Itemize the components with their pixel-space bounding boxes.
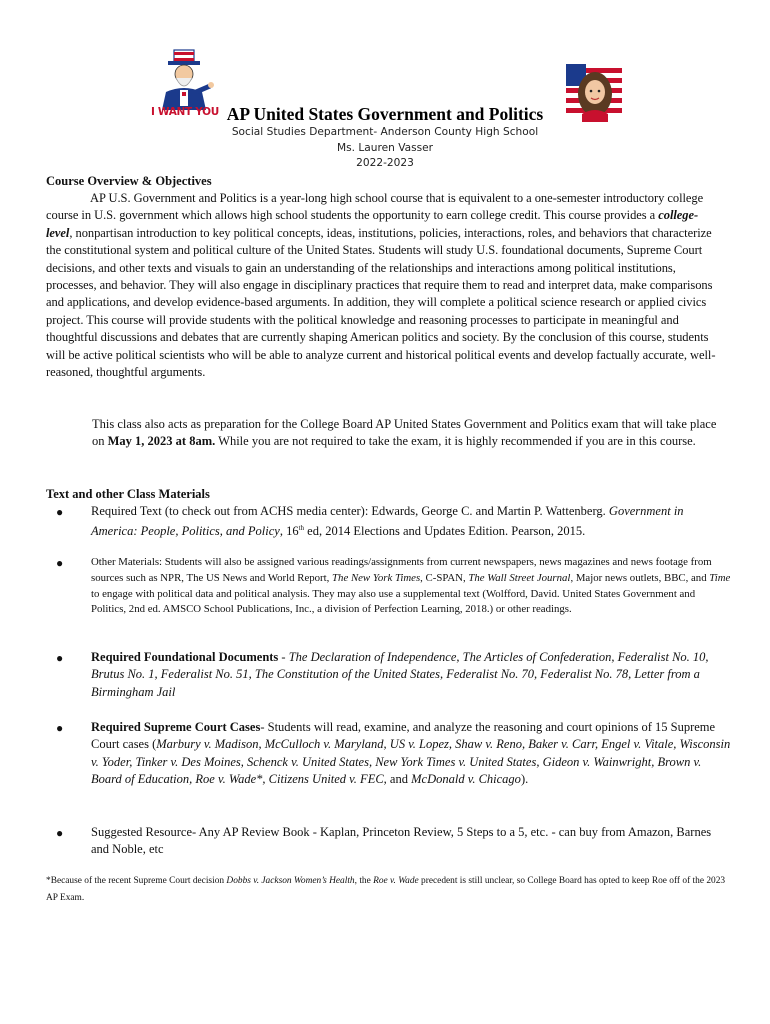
- footnote: [46, 873, 726, 907]
- cases-label: Required Supreme Court Cases: [91, 720, 261, 734]
- uncle-sam-caption: I WANT YOU: [150, 106, 220, 118]
- list-item-suggested-resource: Suggested Resource- Any AP Review Book - Kaplan, Princeton Review, 5 Steps to a 5, etc. - can buy from Amazon, Barnes and Noble, etc: [91, 825, 712, 857]
- cases-and: and: [386, 772, 412, 787]
- other-wsj: The Wall Street Journal: [468, 571, 571, 584]
- footnote-text-c: precedent is still unclear, so College Board has opted to keep Roe off of the 2023 AP Exam.: [46, 876, 726, 903]
- exam-paragraph: [92, 416, 722, 451]
- cases-last: McDonald v. Chicago: [411, 772, 521, 787]
- bullet-marker: ●: [56, 505, 64, 519]
- other-text-a: Other Materials: Students will also be assigned various readings/assignments from current newspapers, news magazines and news footage from sources such as NPR, The US News and World Report,: [91, 556, 712, 584]
- bullet-marker: ●: [56, 556, 64, 570]
- other-text-c: , Major news outlets, BBC, and: [570, 571, 710, 584]
- bullet-marker: ●: [56, 651, 64, 665]
- list-item-required-text: [91, 503, 731, 541]
- list-item-other-materials: [91, 555, 731, 618]
- list-item-foundational-documents: [91, 649, 731, 701]
- req-text-title: Government in America: People, Politics, and Policy: [91, 504, 684, 539]
- page-title: AP United States Government and Politics: [226, 104, 544, 124]
- overview-paragraph: [46, 190, 722, 381]
- req-text-b: , 16: [279, 524, 299, 539]
- cases-list: Marbury v. Madison, McCulloch v. Maryland, US v. Lopez, Shaw v. Reno, Baker v. Carr, Engel v. Vitale, Wisconsin v. Yoder, Tinker v. Des Moines, Schenck v. United States, New York Times v. United States, Gideon v. Wainwright, Brown v. Board of Education, Roe v. Wade*, Citizens United v. FEC,: [91, 737, 731, 787]
- other-text-b: , C-SPAN,: [420, 571, 469, 584]
- cases-text-a: - Students will read, examine, and analyze the reasoning and court opinions of 15 Supreme Court cases (: [91, 720, 716, 752]
- footnote-case-dobbs: Dobbs v. Jackson Women’s Health: [226, 876, 355, 886]
- req-text-c: ed, 2014 Elections and Updates Edition. Pearson, 2015.: [304, 524, 586, 539]
- exam-text-a: This class also acts as preparation for the College Board AP United States Government and Politics exam that will take place on: [92, 417, 717, 449]
- other-time: Time: [709, 571, 731, 584]
- footnote-text-b: , the: [354, 876, 374, 886]
- bullet-marker: ●: [56, 826, 64, 840]
- footnote-case-roe: Roe v. Wade: [373, 876, 419, 886]
- exam-text-b: While you are not required to take the exam, it is highly recommended if you are in this course.: [215, 434, 696, 449]
- overview-heading: Course Overview & Objectives: [46, 174, 212, 188]
- department-line: Social Studies Department- Anderson County High School: [231, 126, 539, 138]
- req-text-a: Required Text (to check out from ACHS media center): Edwards, George C. and Martin P. Wattenberg.: [91, 504, 606, 518]
- materials-heading: Text and other Class Materials: [46, 487, 210, 501]
- footnote-text-a: *Because of the recent Supreme Court decision: [46, 876, 227, 886]
- cases-end: ).: [520, 772, 529, 787]
- other-text-d: to engage with political data and political analysis. They may also use a supplemental text (Wolfford, David. United States Government and Politics, 2nd ed. AMSCO School Publications, Inc., a division of Perfection Learning, 2018.) or other readings.: [91, 587, 696, 616]
- exam-date: May 1, 2023 at 8am.: [107, 434, 216, 449]
- docs-list: The Declaration of Independence, The Articles of Confederation, Federalist No. 10, Brutus No. 1, Federalist No. 51, The Constitution of the United States, Federalist No. 70, Federalist No. 78, Letter from a Birmingham Jail: [91, 650, 709, 699]
- year-line: 2022-2023: [356, 157, 414, 169]
- docs-dash: -: [278, 650, 289, 664]
- other-nyt: The New York Times: [332, 571, 421, 584]
- overview-text-a: AP U.S. Government and Politics is a year-long high school course that is equivalent to a one-semester introductory college course in U.S. government which allows high school students the opportunity to earn college credit. This course provides a: [46, 191, 704, 223]
- docs-label: Required Foundational Documents: [91, 650, 279, 664]
- bullet-marker: ●: [56, 721, 64, 735]
- list-item-supreme-court-cases: [91, 719, 731, 789]
- teacher-line: Ms. Lauren Vasser: [336, 142, 434, 154]
- req-text-sup: th: [298, 524, 305, 533]
- overview-college-level: college-level: [46, 208, 699, 240]
- overview-text-b: , nonpartisan introduction to key political concepts, ideas, institutions, policies, interactions, roles, and behaviors that characterize the constitutional system and political culture of the United States. Students will study U.S. foundational documents, Supreme Court decisions, and other texts and visuals to gain an understanding of the relationships and interactions among political institutions, processes, and behavior. They will also engage in disciplinary practices that require them to read and interpret data, make comparisons and applications, and develop evidence-based arguments. In addition, they will complete a political science research or applied civics project. This course will provide students with the political knowledge and reasoning processes to participate in meaningful and thoughtful discussions and debates that are currently shaping American politics and society. By the conclusion of this course, students will be active political scientists who will be able to analyze current and historical political events and develop factually accurate, well-reasoned, thoughtful arguments.: [46, 225, 716, 380]
